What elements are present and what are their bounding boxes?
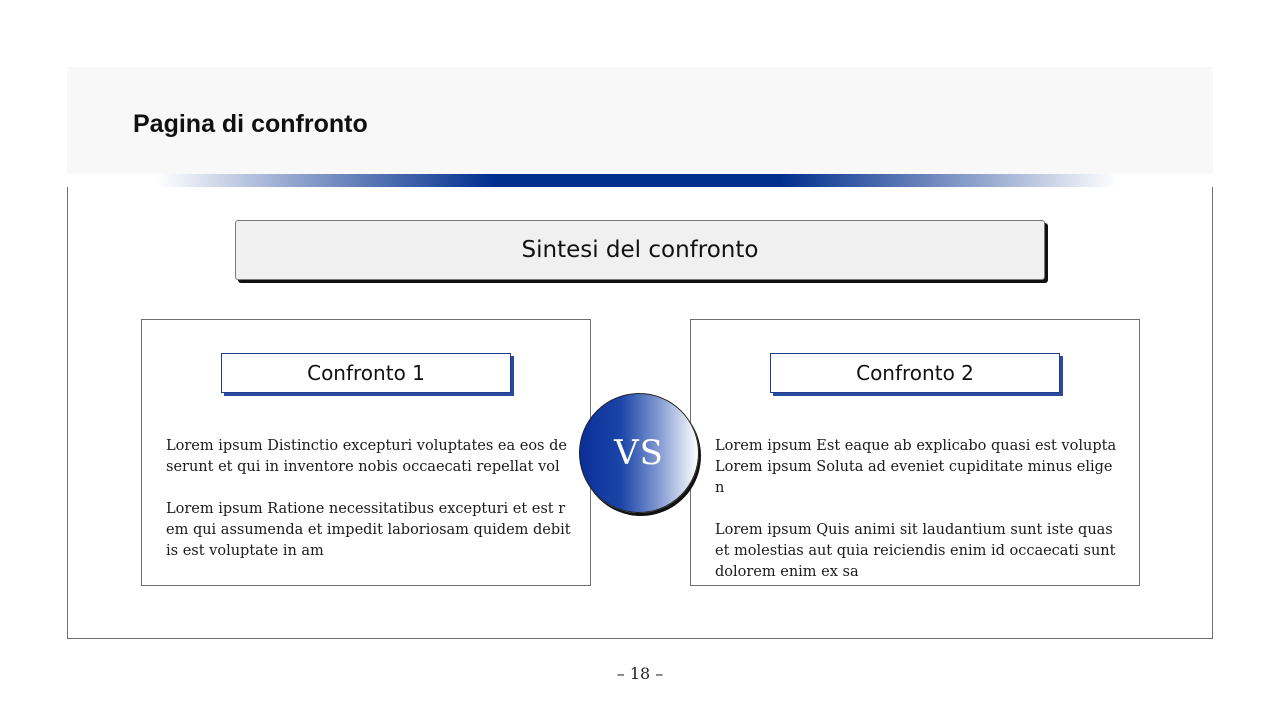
comparison-label-2 [770, 353, 1060, 393]
summary-title: Sintesi del confronto [521, 237, 759, 263]
comparison-label-1 [221, 353, 511, 393]
comparison-2-paragraph: Lorem ipsum Quis animi sit laudantium sunt iste quas et molestias aut quia reiciendis enim id occaecati sunt dolorem enim ex sa [715, 522, 1116, 580]
vs-label: VS [614, 433, 664, 473]
accent-gradient-bar [157, 174, 1117, 187]
comparison-text-1 [166, 436, 571, 583]
comparison-panel-2 [690, 319, 1140, 586]
comparison-label-2-text: Confronto 2 [856, 361, 974, 385]
comparison-1-paragraph: Lorem ipsum Distinctio excepturi voluptates ea eos deserunt et qui in inventore nobis occaecati repellat vol [166, 438, 567, 475]
vs-badge [579, 393, 699, 513]
comparison-2-paragraph: Lorem ipsum Est eaque ab explicabo quasi est volupta Lorem ipsum Soluta ad eveniet cupiditate minus eligen [715, 438, 1117, 496]
page-title: Pagina di confronto [133, 110, 368, 138]
comparison-label-1-text: Confronto 1 [307, 361, 425, 385]
comparison-text-2 [715, 436, 1120, 604]
page-number: – 18 – [616, 664, 664, 683]
summary-title-box [235, 220, 1045, 280]
comparison-panel-1 [141, 319, 591, 586]
comparison-1-paragraph: Lorem ipsum Ratione necessitatibus excepturi et est rem qui assumenda et impedit laboriosam quidem debitis est voluptate in am [166, 501, 571, 559]
